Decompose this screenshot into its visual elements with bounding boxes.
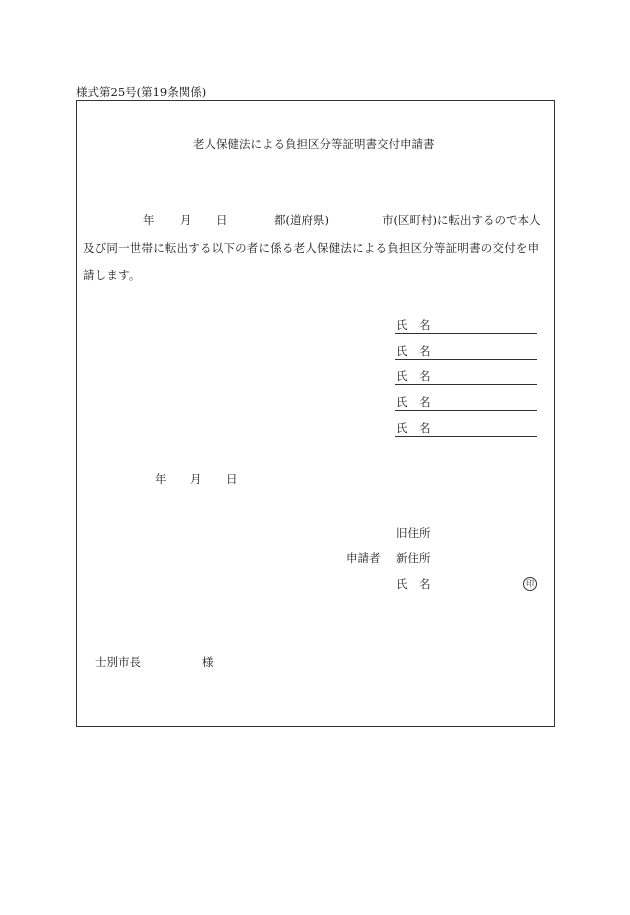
- recipient-title: 士別市長: [95, 655, 141, 669]
- old-address-label: 旧住所: [396, 526, 431, 540]
- prefecture-label: 都(道府県): [274, 213, 329, 227]
- application-date-month-label: 月: [190, 472, 202, 486]
- date-year-label: 年: [143, 213, 155, 227]
- name-field-5[interactable]: [395, 436, 537, 437]
- recipient-honorific: 様: [202, 655, 214, 669]
- date-day-label: 日: [216, 213, 228, 227]
- name-field-1[interactable]: [395, 333, 537, 334]
- name-label-2: 氏 名: [396, 344, 431, 358]
- date-month-label: 月: [180, 213, 192, 227]
- name-label-3: 氏 名: [396, 369, 431, 383]
- seal-icon: 印: [523, 577, 537, 591]
- application-date-year-label: 年: [155, 472, 167, 486]
- body-text-line2: 及び同一世帯に転出する以下の者に係る老人保健法による負担区分等証明書の交付を申: [83, 241, 540, 255]
- name-field-4[interactable]: [395, 410, 537, 411]
- form-frame: [76, 100, 555, 727]
- name-label-4: 氏 名: [396, 395, 431, 409]
- name-label-1: 氏 名: [396, 318, 431, 332]
- body-text-line1: 市(区町村)に転出するので本人: [382, 213, 541, 227]
- body-text-line3: 請します。: [83, 268, 141, 282]
- form-number: 様式第25号(第19条関係): [76, 85, 207, 99]
- name-field-3[interactable]: [395, 384, 537, 385]
- applicant-name-label: 氏 名: [396, 577, 431, 591]
- new-address-label: 新住所: [396, 551, 431, 565]
- application-date-day-label: 日: [226, 472, 238, 486]
- name-label-5: 氏 名: [396, 421, 431, 435]
- applicant-label: 申請者: [346, 551, 381, 565]
- name-field-2[interactable]: [395, 359, 537, 360]
- form-title: 老人保健法による負担区分等証明書交付申請書: [193, 137, 435, 151]
